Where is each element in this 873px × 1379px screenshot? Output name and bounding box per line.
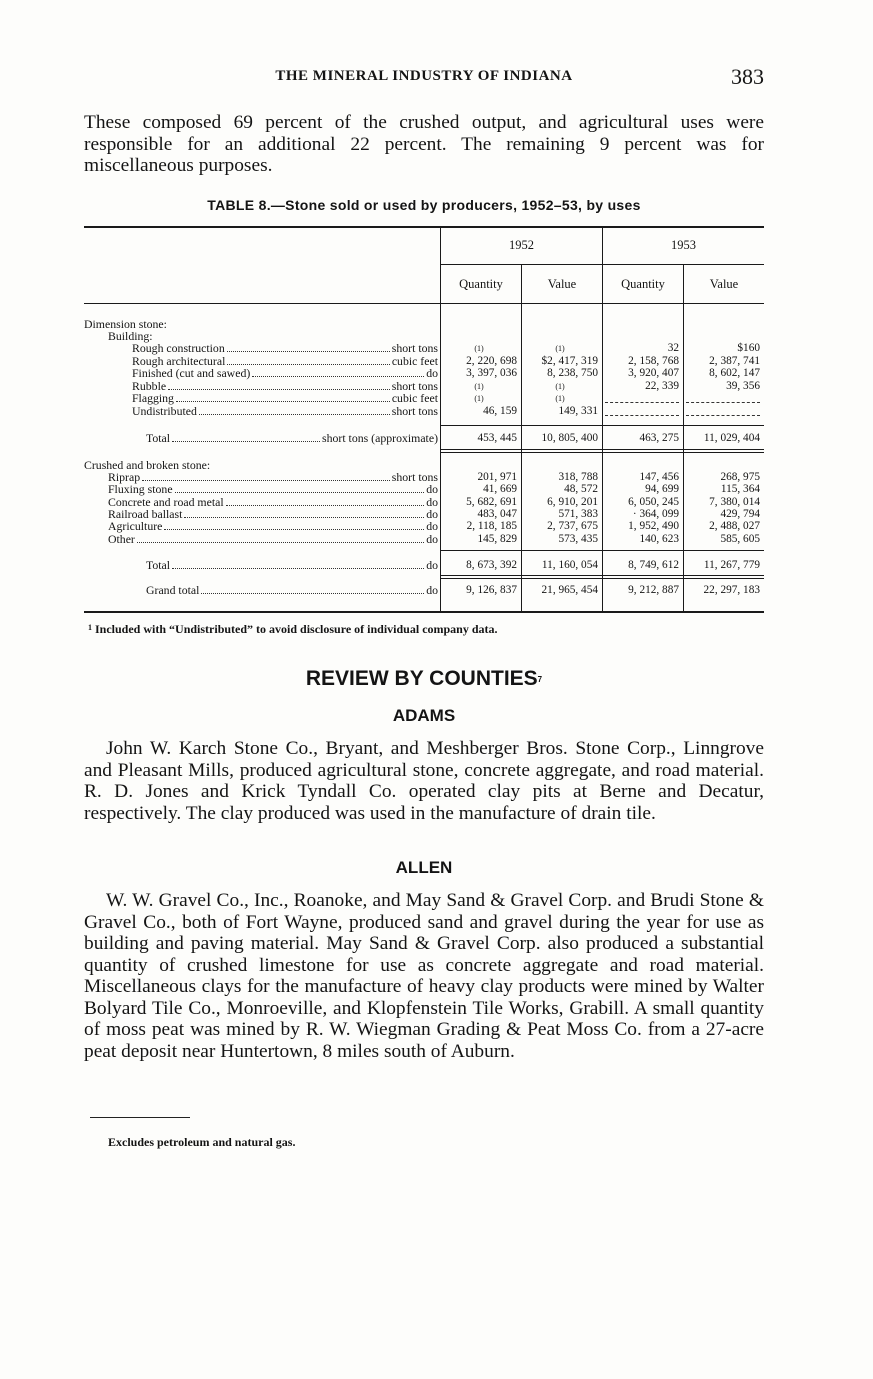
grand-total-v53: 22, 297, 183 [703, 584, 760, 596]
dimension-cell-q53: 22, 339 [645, 379, 679, 392]
crushed-row-unit: do [426, 531, 438, 546]
crushed-row-unit: do [426, 494, 438, 509]
county-heading-allen: ALLEN [395, 858, 453, 877]
year-1953: 1953 [671, 238, 696, 252]
crushed-cell-q52: 483, 047 [477, 507, 517, 520]
dimension-row-name: Rough architectural [132, 353, 226, 368]
crushed-cell-v52: 2, 737, 675 [547, 520, 598, 533]
dimension-cell-v53: 39, 356 [726, 379, 760, 392]
intro-paragraph: These composed 69 percent of the crushed output, and agricultural uses were responsible for an additional 22 percent. The remaining 9 percent was for miscellaneous purposes. [84, 112, 764, 176]
grand-total-v52: 21, 965, 454 [541, 584, 598, 596]
crushed-total-unit: do [426, 558, 438, 572]
footnote-text: Included with “Undistributed” to avoid disclosure of individual company data. [95, 622, 498, 636]
running-title: THE MINERAL INDUSTRY OF INDIANA [275, 68, 573, 84]
grand-total-label: Grand total [146, 583, 200, 597]
crushed-cell-q52: 41, 669 [483, 483, 517, 496]
crushed-cell-v52: 573, 435 [558, 532, 598, 545]
dimension-cell-dash [686, 415, 760, 416]
crushed-cell-v52: 48, 572 [564, 483, 598, 496]
crushed-row-label [108, 531, 438, 546]
footnote-ref: (1) [555, 394, 565, 403]
dim-total-v52: 10, 805, 400 [541, 432, 598, 444]
crushed-cell-q53: 1, 952, 490 [628, 520, 679, 533]
running-head [84, 66, 764, 90]
grand-total-unit: do [426, 583, 438, 597]
crushed-cell-q53: 147, 456 [639, 471, 679, 483]
review-heading-text: REVIEW BY COUNTIES [305, 667, 538, 690]
dimension-total-label: Total [146, 431, 171, 445]
dimension-row-unit: cubic feet [391, 391, 438, 405]
dimension-cell-dash [605, 415, 679, 416]
dim-total-rule-bottom-1 [441, 449, 764, 450]
crushed-cell-v53: 2, 488, 027 [709, 520, 760, 533]
dimension-cell-q53: 3, 920, 407 [628, 367, 679, 379]
crushed-row-unit: do [426, 519, 438, 534]
dimension-cell-q53: 2, 158, 768 [628, 354, 679, 367]
grand-total-q53: 9, 212, 887 [628, 584, 679, 596]
col-quantity-1952: Quantity [459, 277, 503, 291]
adams-text: John W. Karch Stone Co., Bryant, and Meshberger Bros. Stone Corp., Linngrove and Pleasant Mills, produced agricultural stone, concrete aggregate, and road material. R. D. Jones and Krick Tyndall Co. operated clay pits at Berne and Decatur, respectively. The clay produced was used in the manufacture of drain tile. [84, 738, 764, 824]
crushed-total-q53: 8, 749, 612 [628, 559, 679, 571]
dimension-cell-v52: $2, 417, 319 [541, 354, 598, 367]
dim-total-q53: 463, 275 [639, 432, 679, 444]
review-heading [84, 667, 764, 691]
dim-total-rule-top [441, 425, 764, 426]
dimension-total-unit: short tons (approximate) [322, 431, 438, 445]
crushed-cell-v53: 268, 975 [720, 471, 760, 483]
crushed-row-unit: short tons [391, 470, 438, 484]
grand-total-row [146, 585, 438, 597]
crushed-cell-v53: 7, 380, 014 [709, 495, 760, 508]
dimension-row-name: Rubble [132, 378, 167, 393]
crushed-cell-q52: 5, 682, 691 [466, 495, 517, 508]
dimension-row-label [132, 403, 438, 418]
grand-total-q52: 9, 126, 837 [466, 584, 517, 596]
crushed-row-unit: do [426, 506, 438, 521]
crushed-row-name: Concrete and road metal [108, 494, 224, 509]
crushed-cell-q52: 145, 829 [477, 532, 517, 545]
dimension-cell-v52: 149, 331 [558, 404, 598, 417]
crushed-cell-v52: 571, 383 [558, 507, 598, 520]
crushed-total-rule-bottom-2 [441, 578, 764, 579]
crushed-cell-v53: 429, 794 [720, 507, 760, 520]
allen-paragraph [84, 890, 764, 1062]
crushed-row-name: Agriculture [108, 519, 163, 534]
crushed-cell-q52: 201, 971 [477, 471, 517, 483]
year-1952: 1952 [509, 238, 534, 252]
dimension-cell-q52: 3, 397, 036 [466, 367, 517, 379]
table-footnote [88, 622, 498, 637]
crushed-cell-q53: 94, 699 [645, 483, 679, 496]
section-crushed-stone: Crushed and broken stone: [84, 460, 211, 472]
crushed-cell-q53: 140, 623 [639, 532, 679, 545]
crushed-cell-v53: 115, 364 [720, 483, 760, 496]
crushed-total-row [146, 560, 438, 572]
footnote-mark: 1 [88, 623, 92, 632]
crushed-total-label: Total [146, 558, 171, 572]
review-heading-sup: 7 [537, 675, 543, 684]
subsection-building: Building: [108, 331, 153, 343]
bottom-footnote: Excludes petroleum and natural gas. [108, 1135, 296, 1149]
page-number: 383 [731, 64, 764, 89]
dimension-row-name: Undistributed [132, 403, 197, 418]
crushed-cell-v53: 585, 605 [720, 532, 760, 545]
dimension-cell-dash [605, 402, 679, 403]
crushed-row-unit: do [426, 482, 438, 497]
footnote-rule [90, 1117, 190, 1118]
stone-uses-table [84, 226, 764, 614]
crushed-cell-q53: 6, 050, 245 [628, 495, 679, 508]
dimension-row-unit: short tons [391, 403, 438, 418]
dimension-row-unit: cubic feet [391, 353, 438, 368]
crushed-total-v53: 11, 267, 779 [703, 559, 760, 571]
dimension-cell-dash [686, 402, 760, 403]
section-dimension-stone: Dimension stone: [84, 319, 167, 331]
footnote-ref: (1) [555, 381, 565, 391]
dim-total-rule-bottom-2 [441, 452, 764, 453]
dimension-cell-v53: 2, 387, 741 [709, 354, 760, 367]
crushed-row-label [108, 521, 438, 533]
dimension-row-name: Flagging [132, 391, 174, 405]
crushed-row-name: Fluxing stone [108, 482, 173, 497]
crushed-cell-v52: 6, 910, 201 [547, 495, 598, 508]
header-bottom-rule [84, 303, 764, 304]
table-title: TABLE 8.—Stone sold or used by producers, 1952–53, by uses [207, 197, 641, 213]
footnote-ref: (1) [474, 344, 484, 353]
footnote-ref: (1) [555, 344, 565, 353]
footnote-ref: (1) [474, 394, 484, 403]
dim-total-q52: 453, 445 [477, 432, 517, 444]
adams-paragraph [84, 738, 764, 824]
crushed-cell-q52: 2, 118, 185 [466, 520, 517, 533]
crushed-total-rule-top [441, 550, 764, 551]
dimension-row-unit: do [426, 366, 438, 380]
crushed-cell-q53: · 364, 099 [632, 507, 679, 520]
dimension-cell-v52: 8, 238, 750 [547, 367, 598, 379]
dimension-total-row [146, 433, 438, 445]
col-value-1953: Value [709, 277, 739, 291]
dimension-cell-v53: $160 [737, 342, 760, 354]
footnote-ref: (1) [474, 381, 484, 391]
dimension-row-name: Finished (cut and sawed) [132, 366, 251, 380]
dimension-row-unit: short tons [391, 341, 438, 355]
dimension-row-name: Rough construction [132, 341, 225, 355]
crushed-row-name: Riprap [108, 470, 141, 484]
crushed-total-v52: 11, 160, 054 [541, 559, 598, 571]
col-quantity-1953: Quantity [621, 277, 665, 291]
allen-text: W. W. Gravel Co., Inc., Roanoke, and May Sand & Gravel Corp. and Brudi Stone & Gravel Co., both of Fort Wayne, produced sand and gravel during the year for use as building and paving material. May Sand & Gravel Corp. also produced a substantial quantity of crushed limestone for use as concrete aggregate and road material. Miscellaneous clays for the manufacture of heavy clay products were mined by Walter Bolyard Tile Co., Monroeville, and Klopfenstein Tile Works, Grabill. A small quantity of moss peat was mined by R. W. Wiegman Grading & Peat Moss Co. from a 27-acre peat deposit near Huntertown, 8 miles south of Auburn. [84, 890, 764, 1062]
dimension-cell-q52: 2, 220, 698 [466, 354, 517, 367]
crushed-row-name: Railroad ballast [108, 506, 183, 521]
dimension-cell-q53: 32 [667, 342, 679, 354]
county-heading-adams: ADAMS [392, 706, 456, 725]
table-bottom-rule [84, 611, 764, 613]
dimension-cell-q52: 46, 159 [483, 404, 517, 417]
crushed-total-q52: 8, 673, 392 [466, 559, 517, 571]
crushed-total-rule-bottom-1 [441, 575, 764, 576]
crushed-cell-v52: 318, 788 [558, 471, 598, 483]
dimension-cell-v53: 8, 602, 147 [709, 367, 760, 379]
dim-total-v53: 11, 029, 404 [703, 432, 760, 444]
table-top-rule [84, 226, 764, 228]
crushed-row-name: Other [108, 531, 135, 546]
dimension-row-unit: short tons [391, 378, 438, 393]
col-value-1952: Value [547, 277, 577, 291]
